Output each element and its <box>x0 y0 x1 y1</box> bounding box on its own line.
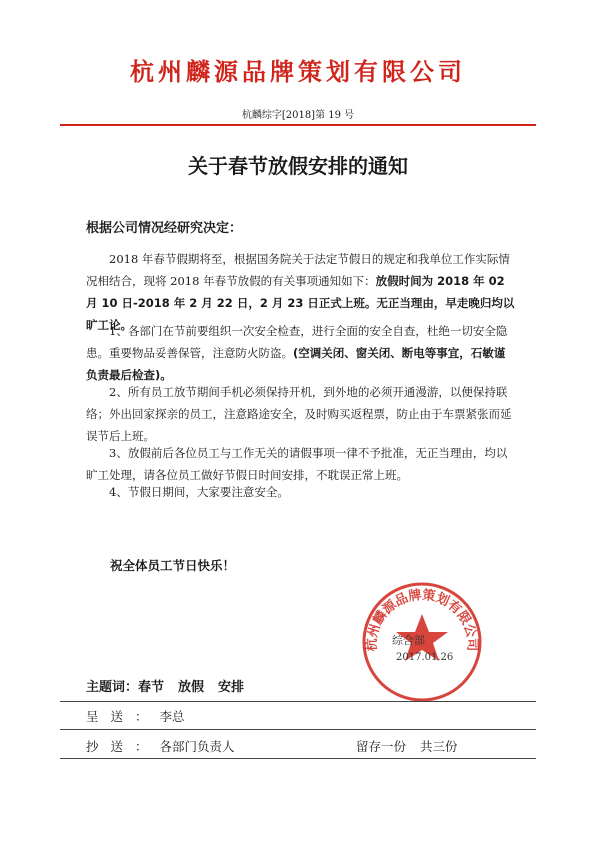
copies-total: 共三份 <box>420 739 458 754</box>
seal-date: 2017.01.26 <box>396 652 454 663</box>
paragraph-phone-travel: 2、所有员工放节期间手机必须保持开机，到外地的必须开通漫游，以便保持联络；外出回家探亲的员工，注意路途安全，及时购买返程票，防止由于车票紧张而延误节后上班。 <box>86 385 512 443</box>
divider-line <box>60 729 536 730</box>
document-number: 杭麟综字[2018]第 19 号 <box>241 110 355 121</box>
paragraph-safety-check <box>86 320 516 386</box>
paragraph-text: 2018 年春节假期将至，根据国务院关于法定节假日的规定和我单位工作实际情况相结合，现将 2018 年春节放假的有关事项通知如下： <box>86 252 510 288</box>
paragraph-holiday-safety: 4、节假日期间，大家要注意安全。 <box>109 485 289 499</box>
divider-line <box>60 758 536 759</box>
notice-title: 关于春节放假安排的通知 <box>188 154 408 178</box>
keyword-item: 放假 <box>178 680 205 695</box>
submitted-to-value: 李总 <box>159 709 185 724</box>
keyword-item: 春节 <box>138 680 165 695</box>
divider-line <box>60 701 536 702</box>
copy-to-label: 抄送： <box>86 739 160 754</box>
organization-header: 杭州麟源品牌策划有限公司 <box>130 58 466 86</box>
seal-department: 综合部 <box>392 634 425 647</box>
closing-wish: 祝全体员工节日快乐！ <box>110 558 236 573</box>
seal-text: 杭州麟源品牌策划有限公司 <box>364 587 480 652</box>
paragraph-emphasis: (空调关闭、窗关闭、断电等事宜，石敏谨负责最后检查)。 <box>86 346 506 382</box>
header-divider <box>60 124 536 126</box>
intro-line: 根据公司情况经研究决定： <box>86 221 243 236</box>
copy-to-value: 各部门负责人 <box>159 739 235 754</box>
paragraph-leave-policy: 3、放假前后各位员工与工作无关的请假事项一律不予批准，无正当理由，均以旷工处理，请各位员工做好节假日时间安排，不耽误正常上班。 <box>86 446 508 482</box>
copy-to-row <box>86 737 235 755</box>
submitted-to-label: 呈送： <box>86 709 160 724</box>
paragraph-text: 1、各部门在节前要组织一次安全检查，进行全面的安全自查，杜绝一切安全隐患。重要物品妥善保管，注意防火防盗。 <box>86 324 508 360</box>
copies-keep: 留存一份 <box>356 739 407 754</box>
keyword-item: 安排 <box>218 680 245 695</box>
copies-info <box>356 737 472 755</box>
submitted-to-row <box>86 707 185 725</box>
paragraph-emphasis: 放假时间为 2018 年 02 月 10 日-2018 年 2 月 22 日，2 月 23 日正式上班。无正当理由，早走晚归均以旷工论。 <box>86 274 515 332</box>
keywords-label: 主题词： <box>86 680 139 695</box>
subject-keywords <box>86 676 258 695</box>
